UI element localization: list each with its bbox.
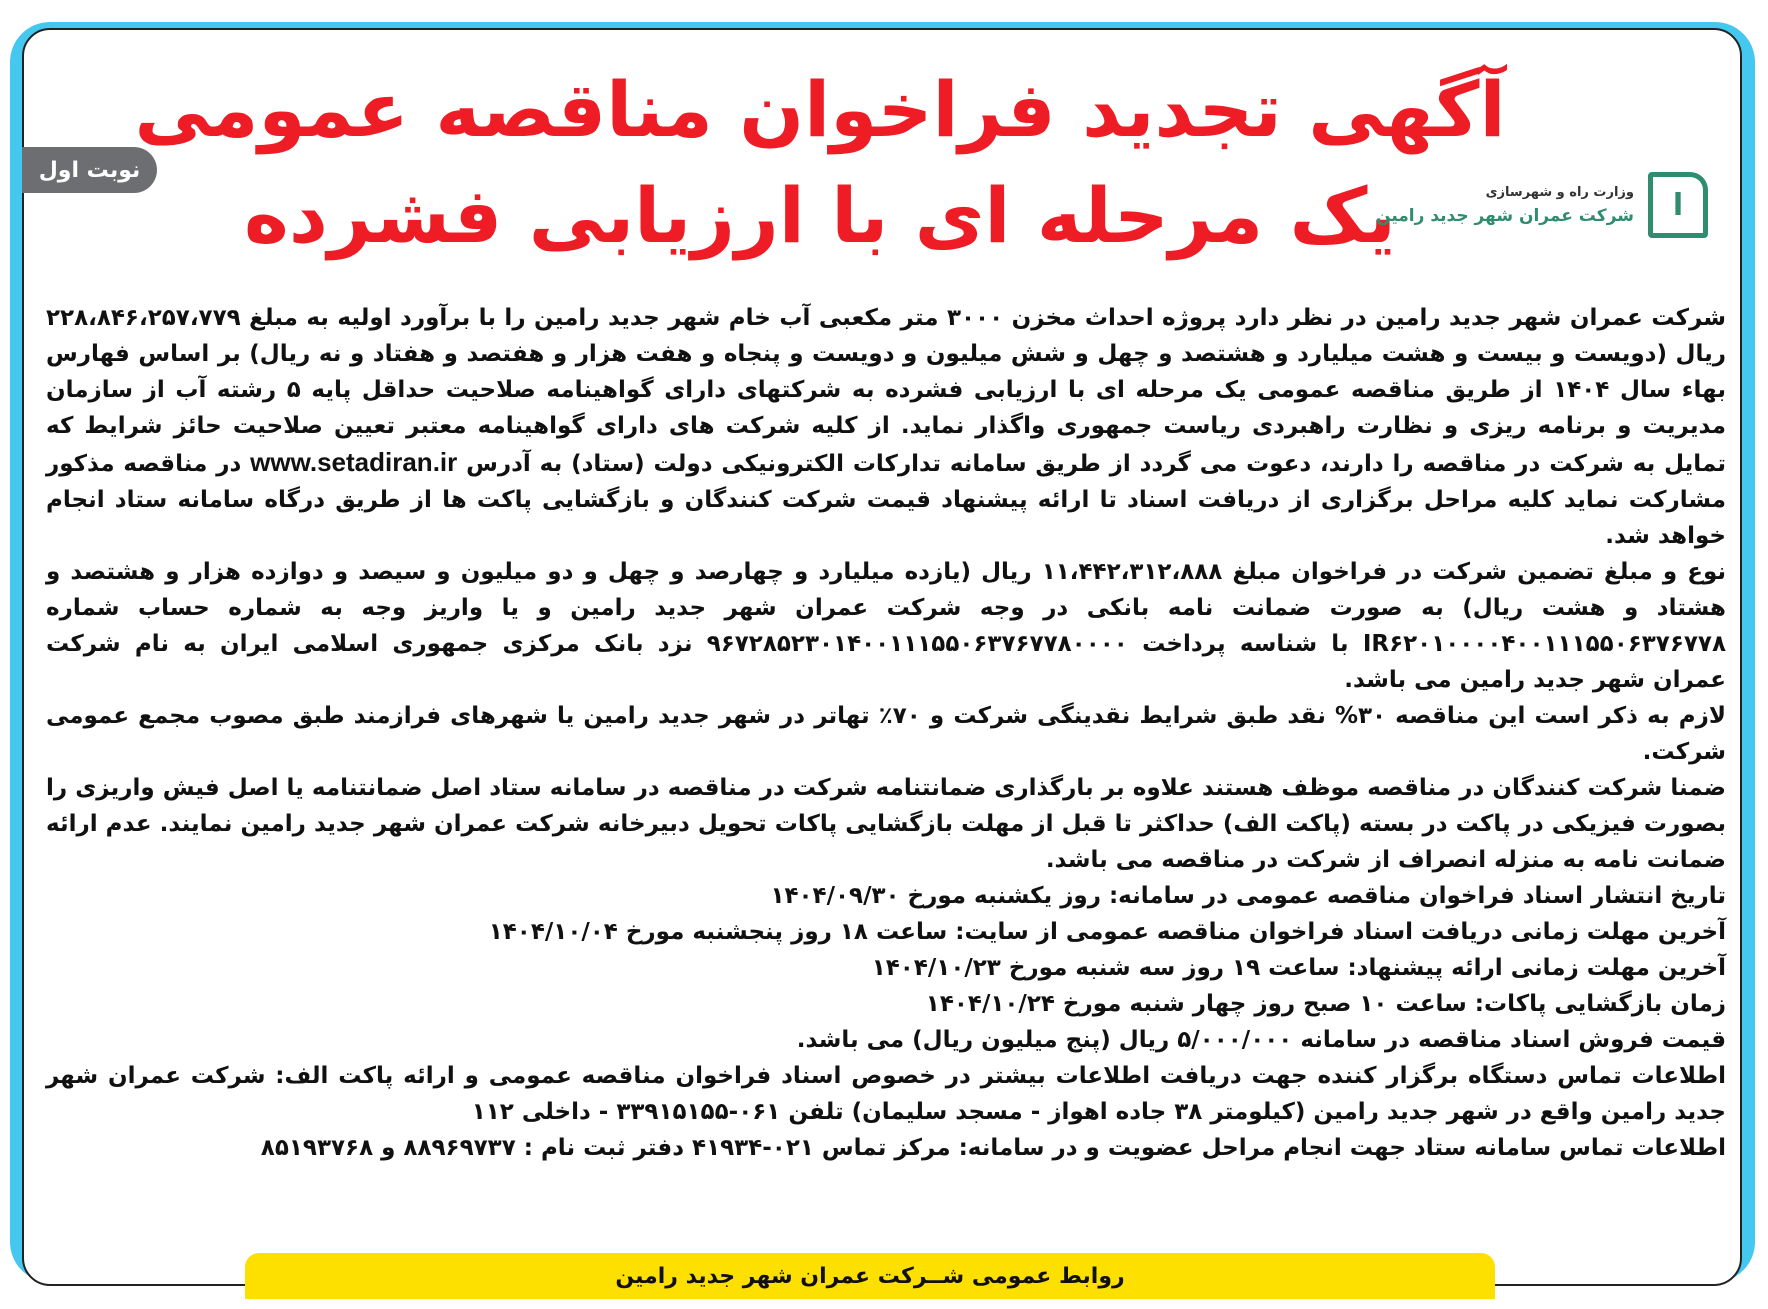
notice-title-line2: یک مرحله ای با ارزیابی فشرده bbox=[244, 171, 1396, 260]
ramin-logo-icon: ا bbox=[1648, 172, 1708, 238]
date-proposal-deadline: آخرین مهلت زمانی ارائه پیشنهاد: ساعت ۱۹ روز سه شنبه مورخ ۱۴۰۴/۱۰/۲۳ bbox=[871, 955, 1726, 981]
setad-link[interactable]: www.setadiran.ir bbox=[250, 447, 458, 477]
contact-organizer: اطلاعات تماس دستگاه برگزار کننده جهت دریافت اطلاعات بیشتر در خصوص اسناد فراخوان مناقصه عمومی و ارائه پاکت الف: شرکت عمران شهر جدید رامین واقع در شهر جدید رامین (کیلومتر ۳۸ جاده اهواز - مسجد سلیمان) تلفن ۰۶۱-۳۳۹۱۵۱۵۵ - داخلی ۱۱۲ bbox=[46, 1063, 1726, 1125]
paragraph-project bbox=[46, 300, 1726, 554]
notice-title-line1: آگهی تجدید فراخوان مناقصه عمومی bbox=[134, 65, 1506, 154]
paragraph-submission: ضمنا شرکت کنندگان در مناقصه موظف هستند علاوه بر بارگذاری ضمانتنامه شرکت در مناقصه در سامانه ستاد اصل ضمانتنامه یا اصل فیش واریزی را بصورت فیزیکی در پاکت در بسته (پاکت الف) حداکثر تا قبل از مهلت بازگشایی پاکات تحویل دبیرخانه شرکت عمران شهر جدید رامین نمایند. عدم ارائه ضمانت نامه به منزله انصراف از شرکت در مناقصه می باشد. bbox=[46, 775, 1726, 873]
date-document-deadline: آخرین مهلت زمانی دریافت اسناد فراخوان مناقصه عمومی از سایت: ساعت ۱۸ روز پنجشنبه مورخ ۱۴۰۴/۱۰/۰۴ bbox=[488, 919, 1726, 945]
project-text-a: شرکت عمران شهر جدید رامین در نظر دارد پروژه احداث مخزن ۳۰۰۰ متر مکعبی آب خام شهر جدید رامین را با برآورد اولیه به مبلغ ۲۲۸،۸۴۶،۲۵۷،۷۷۹ ریال (دویست و بیست و هشت میلیارد و هشتصد و چهل و شش میلیون و دویست و پنجاه و هفت هزار و هفتصد و هفتاد و نه ریال) بر اساس فهارس بهاء سال ۱۴۰۴ از طریق مناقصه عمومی یک مرحله ای با ارزیابی فشرده به شرکتهای دارای گواهینامه صلاحیت حداقل پایه ۵ رشته آب از سازمان مدیریت و برنامه ریزی و نظارت راهبردی ریاست جمهوری واگذار نماید. از کلیه شرکت های دارای گواهینامه معتبر تعیین صلاحیت حائز شرایط که تمایل به شرکت در مناقصه را دارند، دعوت می گردد از طریق سامانه تدارکات الکترونیکی دولت (ستاد) به آدرس bbox=[46, 305, 1727, 477]
date-opening: زمان بازگشایی پاکات: ساعت ۱۰ صبح روز چهار شنبه مورخ ۱۴۰۴/۱۰/۲۴ bbox=[925, 991, 1726, 1017]
company-name: شرکت عمران شهر جدید رامین bbox=[1376, 205, 1634, 226]
ministry-name: وزارت راه و شهرسازی bbox=[1485, 184, 1634, 200]
document-price: قیمت فروش اسناد مناقصه در سامانه ۵/۰۰۰/۰۰۰ ریال (پنج میلیون ریال) می باشد. bbox=[796, 1027, 1726, 1053]
contact-setad: اطلاعات تماس سامانه ستاد جهت انجام مراحل عضویت و در سامانه: مرکز تماس ۰۲۱-۴۱۹۳۴ دفتر ثبت نام : ۸۸۹۶۹۷۳۷ و ۸۵۱۹۳۷۶۸ bbox=[260, 1135, 1726, 1161]
notice-body bbox=[46, 300, 1726, 1166]
project-text-b: در مناقصه مذکور مشارکت نماید کلیه مراحل برگزاری از دریافت اسناد تا ارائه پیشنهاد قیمت شرکت کنندگان و بازگشایی پاکت ها از طریق درگاه سامانه ستاد انجام خواهد شد. bbox=[46, 451, 1726, 549]
paragraph-guarantee: نوع و مبلغ تضمین شرکت در فراخوان مبلغ ۱۱،۴۴۲،۳۱۲،۸۸۸ ریال (یازده میلیارد و چهارصد و چهل و دو میلیون و سیصد و دوازده هزار و هشتصد و هشتاد و هشت ریال) به صورت ضمانت نامه بانکی در وجه شرکت عمران شهر جدید رامین و یا واریز وجه به شماره حساب شماره IR۶۲۰۱۰۰۰۰۴۰۰۱۱۱۵۵۰۶۳۷۶۷۷۸ با شناسه پرداخت ۹۶۷۲۸۵۲۳۰۱۴۰۰۱۱۱۵۵۰۶۳۷۶۷۷۸۰۰۰۰ نزد بانک مرکزی جمهوری اسلامی ایران به نام شرکت عمران شهر جدید رامین می باشد. bbox=[46, 559, 1727, 693]
date-publish: تاریخ انتشار اسناد فراخوان مناقصه عمومی در سامانه: روز یکشنبه مورخ ۱۴۰۴/۰۹/۳۰ bbox=[770, 883, 1726, 909]
footer-public-relations: روابط عمومی شــرکت عمران شهر جدید رامین bbox=[245, 1253, 1495, 1299]
paragraph-payment-terms: لازم به ذکر است این مناقصه ۳۰% نقد طبق شرایط نقدینگی شرکت و ۷۰٪ تهاتر در شهر جدید رامین یا شهرهای فرازمند طبق مصوب مجمع عمومی شرکت. bbox=[46, 703, 1726, 765]
company-logo bbox=[1376, 172, 1708, 238]
first-round-badge: نوبت اول bbox=[22, 147, 157, 193]
